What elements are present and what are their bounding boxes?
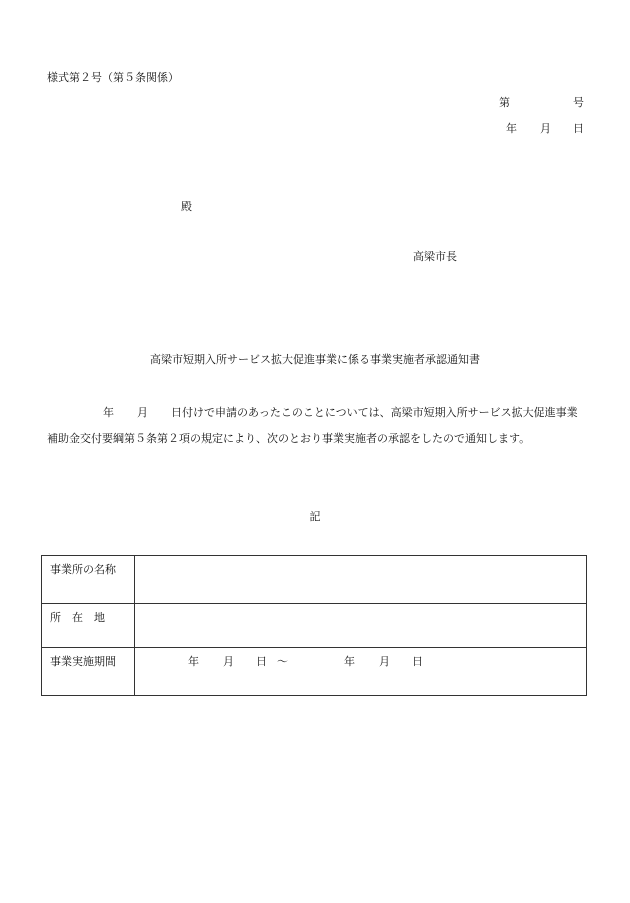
form-number: 様式第２号（第５条関係） (47, 71, 179, 84)
period-start-day: 日 (256, 655, 267, 668)
body-month: 月 (137, 406, 148, 419)
period-separator: ～ (277, 655, 288, 668)
sender: 高梁市長 (413, 250, 457, 263)
table-row (42, 648, 587, 696)
facility-name-label: 事業所の名称 (42, 556, 135, 604)
body-line2: 補助金交付要綱第５条第２項の規定により、次のとおり事業実施者の承認をしたので通知します。 (47, 432, 531, 445)
period-end-day: 日 (412, 655, 423, 668)
period-end-month: 月 (379, 655, 390, 668)
period-end-year: 年 (344, 655, 355, 668)
period-start-year: 年 (188, 655, 199, 668)
document-title: 高梁市短期入所サービス拡大促進事業に係る事業実施者承認通知書 (150, 353, 480, 366)
location-value (135, 604, 587, 648)
location-label: 所 在 地 (42, 604, 135, 648)
doc-number-prefix: 第 (499, 96, 510, 109)
doc-number-suffix: 号 (573, 96, 584, 109)
body-line1: 日付けで申請のあったこのことについては、高梁市短期入所サービス拡大促進事業 (171, 406, 578, 419)
facility-name-value (135, 556, 587, 604)
date-year: 年 (506, 122, 517, 135)
period-label: 事業実施期間 (42, 648, 135, 696)
project-info-table (41, 555, 587, 696)
ki-marker: 記 (309, 510, 321, 523)
table-row (42, 604, 587, 648)
date-month: 月 (540, 122, 551, 135)
period-start-month: 月 (223, 655, 234, 668)
date-day: 日 (573, 122, 584, 135)
table-row (42, 556, 587, 604)
period-value (135, 648, 587, 696)
addressee-suffix: 殿 (181, 200, 192, 213)
body-year: 年 (103, 406, 114, 419)
